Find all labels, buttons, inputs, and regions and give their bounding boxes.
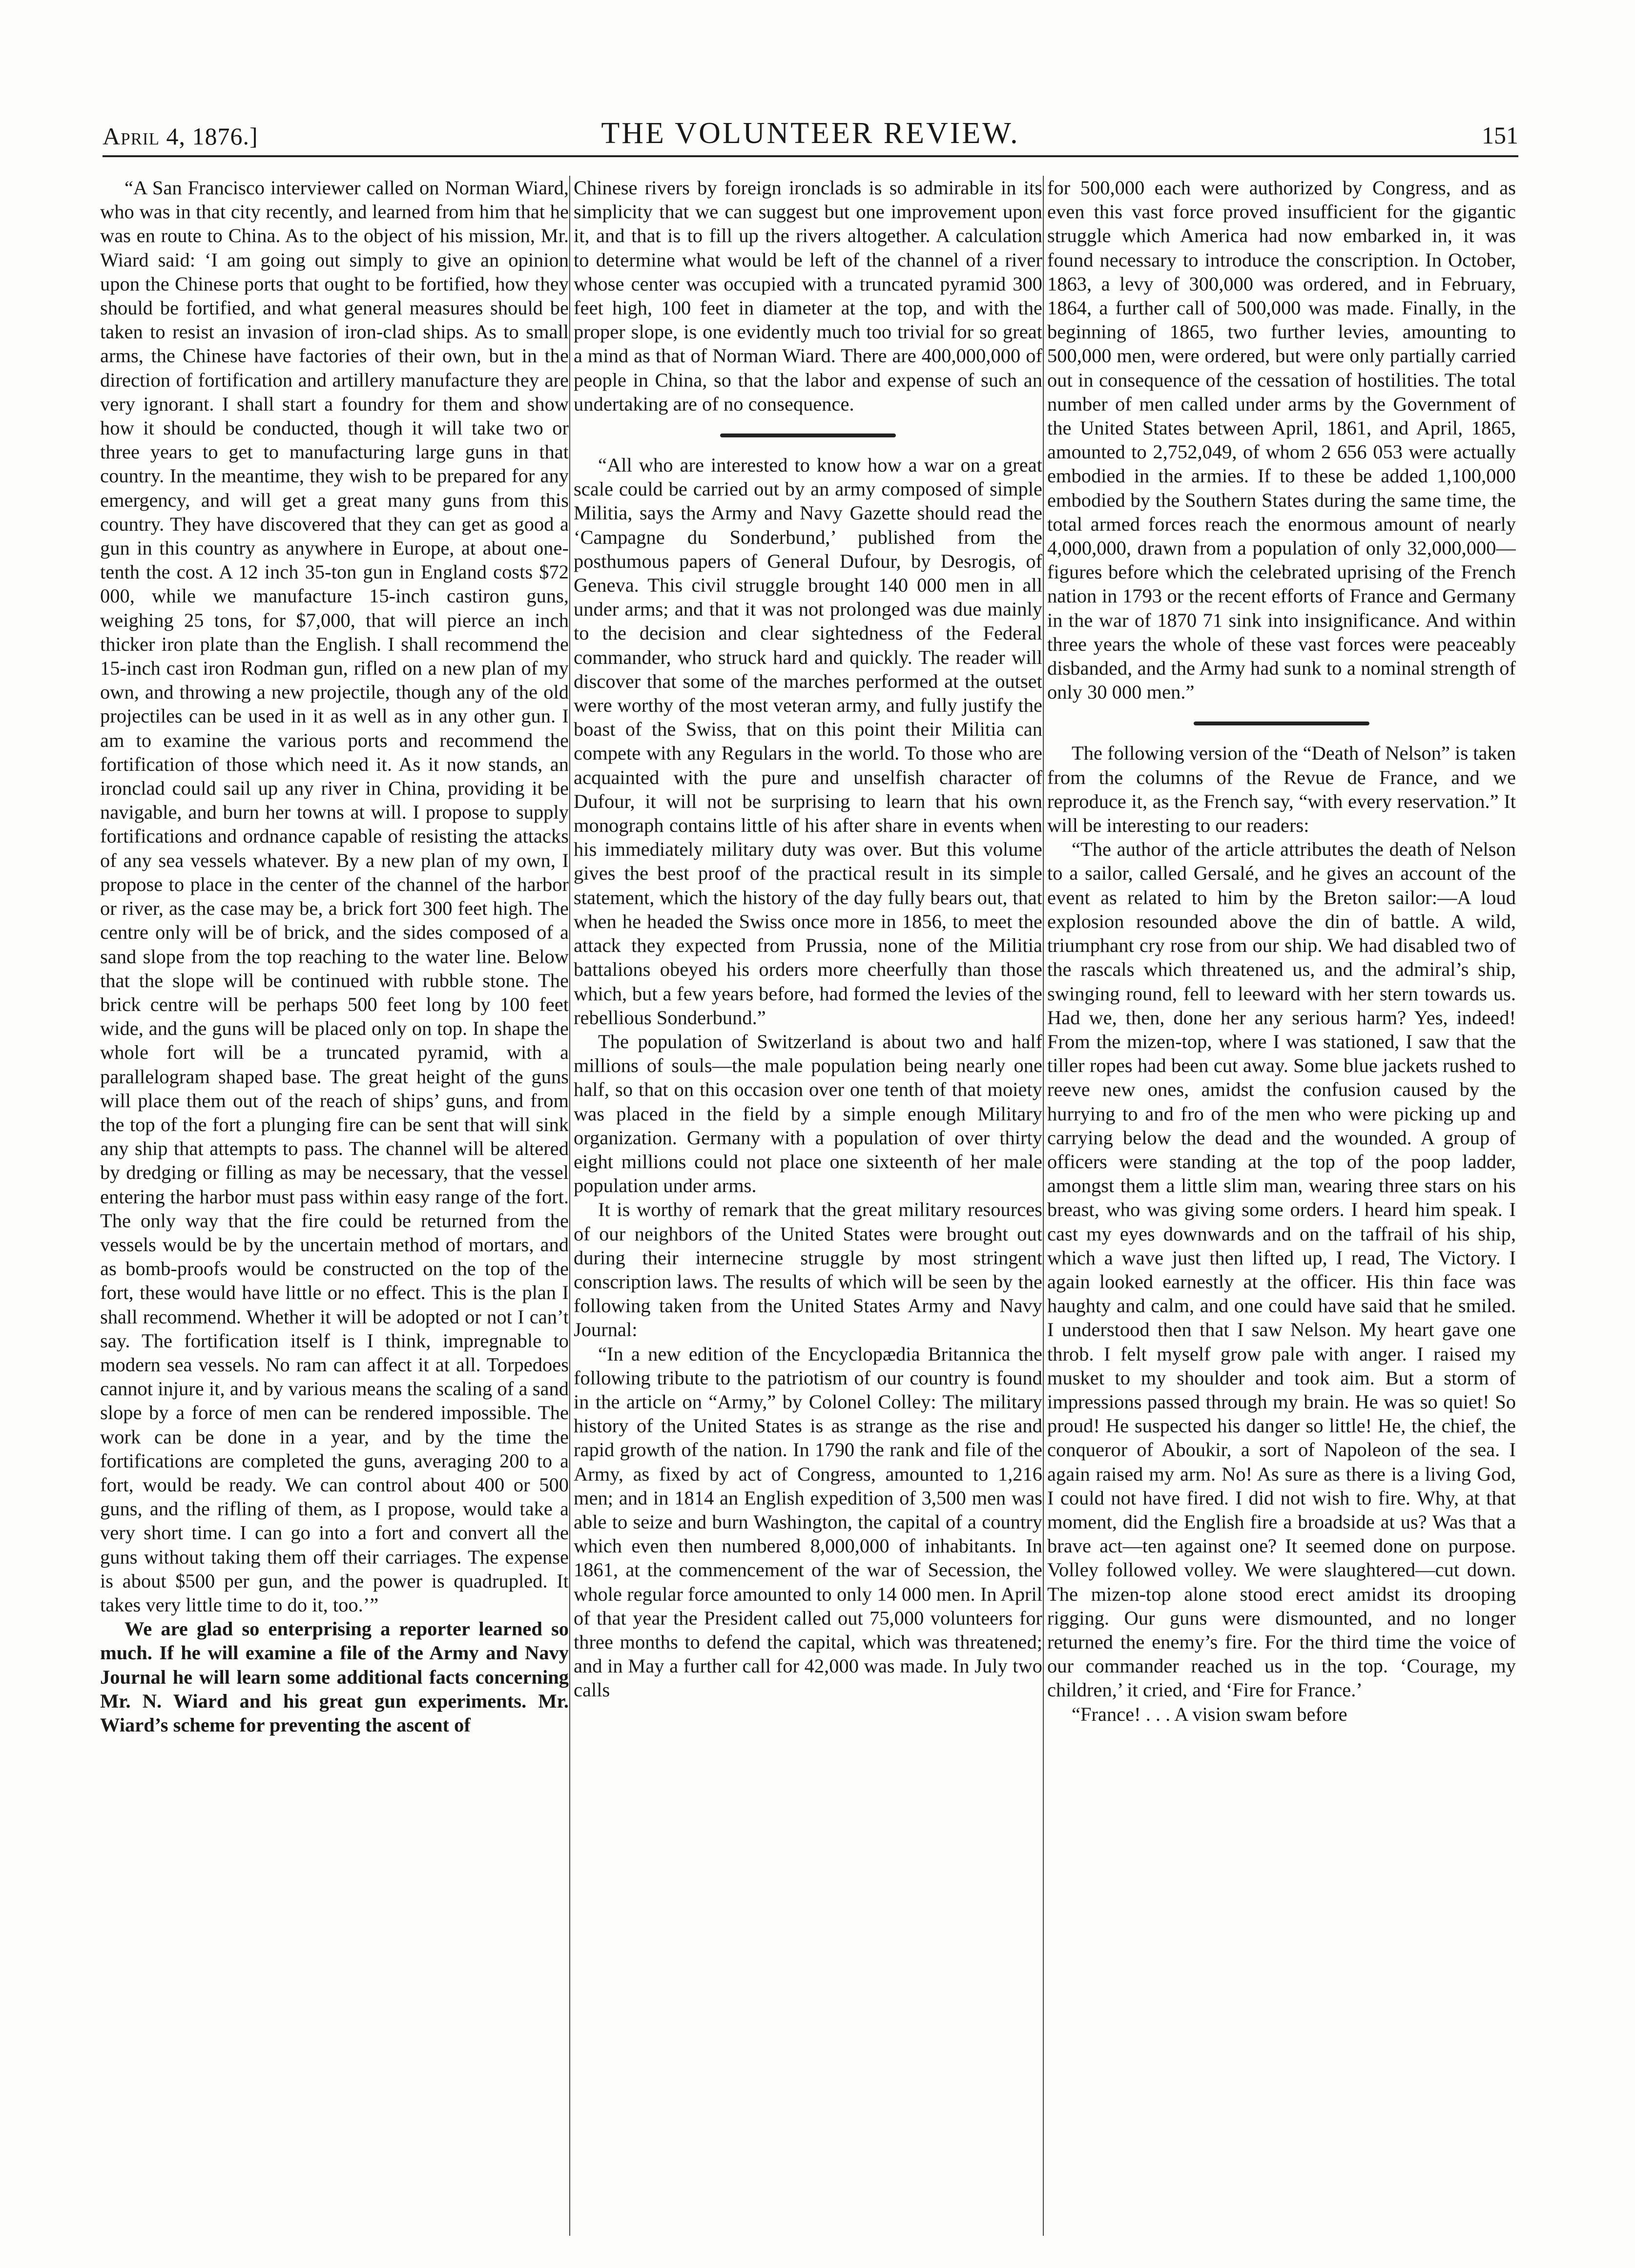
column-1 [100, 176, 569, 2241]
article-death-of-nelson-end: “France! . . . A vision swam before [1072, 1703, 1347, 1725]
page-header [103, 116, 1518, 157]
issue-date: April 4, 1876.] [103, 123, 258, 150]
article-us-military-resources: It is worthy of remark that the great military resources of our neighbors of the United States were brought out during their internecine struggle by most stringent conscription laws. The results of which will be seen by the following taken from the United States Army and Navy Journal: [574, 1198, 1042, 1341]
section-separator [574, 420, 1042, 449]
article-death-of-nelson: “The author of the article attributes the death of Nelson to a sailor, called Gersalé, and he gives an account of the event as related to him by the Breton sailor:—A loud explosion resounded above the din of battle. A wild, triumphant cry rose from our ship. We had disabled two of the rascals which threatened us, and the admiral’s ship, swinging round, fell to leeward with her stern towards us. Had we, then, done her any serious harm? Yes, indeed! From the mizen-top, where I was stationed, I saw that the tiller ropes had been cut away. Some blue jackets rushed to reeve new ones, amidst the confusion caused by the hurrying to and fro of the men who were picking up and carrying below the dead and the wounded. A group of officers were standing at the top of the poop ladder, amongst them a little slim man, wearing three stars on his breast, who was giving some orders. I heard him speak. I cast my eyes downwards and on the taffrail of his ship, which a wave just then lifted up, I read, The Victory. I again looked earnestly at the officer. His thin face was haughty and calm, and one could have said that he smiled. I understood then that I saw Nelson. My heart gave one throb. I felt myself grow pale with anger. I raised my musket to my shoulder and took aim. But a storm of impressions passed through my brain. He was so quiet! So proud! He suspected his danger so little! He, the chief, the conqueror of Aboukir, a sort of Napoleon of the sea. I again raised my arm. No! As sure as there is a living God, I could not have fired. I did not wish to fire. Why, at that moment, did the English fire a broadside at us? Was that a brave act—ten against one? It seemed done on purpose. Volley followed volley. We were slaughtered—cut down. The mizen-top alone stood erect amidst its drooping rigging. Our guns were dismounted, and no longer returned the enemy’s fire. For the third time the voice of our commander reached us in the top. ‘Courage, my children,’ it cried, and ‘Fire for France.’ [1047, 838, 1516, 1701]
masthead-title: THE VOLUNTEER REVIEW. [601, 117, 1020, 150]
article-encyclopaedia-quote: “In a new edition of the Encyclopædia Britannica the following tribute to the patriotism of our country is found in the article on “Army,” by Colonel Colley: The military history of the United States is as strange as the rise and rapid growth of the nation. In 1790 the rank and file of the Army, as fixed by act of Congress, amounted to 1,216 men; and in 1814 an English expedition of 3,500 men was able to seize and burn Washington, the capital of a country which even then numbered 8,000,000 of inhabitants. In 1861, at the commencement of the war of Secession, the whole regular force amounted to only 14 000 men. In April of that year the President called out 75,000 volunteers for three months to defend the capital, which was threatened; and in May a further call for 42,000 was made. In July two calls [574, 1342, 1042, 1701]
article-sonderbund: “All who are interested to know how a war on a great scale could be carried out by an army composed of simple Militia, says the Army and Navy Gazette should read the ‘Campagne du Sonderbund,’ published from the posthumous papers of General Dufour, by Desrogis, of Geneva. This civil struggle brought 140 000 men in all under arms; and that it was not prolonged was due mainly to the decision and clear sightedness of the Federal commander, who struck hard and quickly. The reader will discover that some of the marches performed at the outset were worthy of the most veteran army, and fully justify the boast of the Swiss, that on this point their Militia can compete with any Regulars in the world. To those who are acquainted with the pure and unselfish character of Dufour, it will not be surprising to learn that his own monograph contains little of his after share in events when his immediately military duty was over. But this volume gives the best proof of the practical result in its simple statement, which the history of the day fully bears out, that when he headed the Swiss once more in 1856, to meet the attack they expected from Prussia, none of the Militia battalions obeyed his orders more cheerfully than those which, but a few years before, had formed the levies of the rebellious Sonderbund.” [574, 454, 1042, 1029]
article-switzerland-population: The population of Switzerland is about two and half millions of souls—the male population being nearly one half, so that on this occasion over one tenth of that moiety was placed in the field by a simple enough Military organization. Germany with a population of over thirty eight millions could not place one sixteenth of her male population under arms. [574, 1030, 1042, 1197]
article-us-army-continued: for 500,000 each were authorized by Congress, and as even this vast force proved insufficient for the gigantic struggle which America had now embarked in, it was found necessary to introduce the conscription. In October, 1863, a levy of 300,000 was ordered, and in February, 1864, a further call of 500,000 was made. Finally, in the beginning of 1865, two further levies, amounting to 500,000 men, were ordered, but were only partially carried out in consequence of the cessation of hostilities. The total number of men called under arms by the Government of the United States between April, 1861, and April, 1865, amounted to 2,752,049, of whom 2 656 053 were actually embodied in the armies. If to these be added 1,100,000 embodied by the Southern States during the same time, the total armed forces reach the enormous amount of nearly 4,000,000, drawn from a population of only 32,000,000—figures before which the celebrated uprising of the French nation in 1793 or the recent efforts of France and Germany in the war of 1870 71 sink into insignificance. And within three years the whole of these vast forces were peaceably disbanded, and the Army had sunk to a nominal strength of only 30 000 men.” [1047, 177, 1516, 703]
article-wiard-interview: “A San Francisco interviewer called on Norman Wiard, who was in that city recently, and learned from him that he was en route to China. As to the object of his mission, Mr. Wiard said: ‘I am going out simply to give an opinion upon the Chinese ports that ought to be fortified, how they should be fortified, and what general measures should be taken to resist an invasion of iron-clad ships. As to small arms, the Chinese have factories of their own, but in the direction of fortification and artillery manufacture they are very ignorant. I shall start a foundry for them and show how it should be conducted, though it will take two or three years to get to manufacturing large guns in that country. In the meantime, they wish to be prepared for any emergency, and will get a great many guns from this country. They have discovered that they can get as good a gun in this country as anywhere in Europe, at about one-tenth the cost. A 12 inch 35-ton gun in England costs $72 000, while we manufacture 15-inch castiron guns, weighing 25 tons, for $7,000, that will pierce an inch thicker iron plate than the English. I shall recommend the 15-inch cast iron Rodman gun, rifled on a new plan of my own, and throwing a new projectile, though any of the old projectiles can be used in it as well as in any other gun. I am to examine the various ports and recommend the fortification of those which need it. As it now stands, an ironclad could sail up any river in China, providing it be navigable, and burn her towns at will. I propose to supply fortifications and ordnance capable of resisting the attacks of any sea vessels whatever. By a new plan of my own, I propose to place in the center of the channel of the harbor or river, as the case may be, a brick fort 300 feet high. The centre only will be of brick, and the sides composed of a sand slope from the top reaching to the water line. Below that the slope will be continued with rubble stone. The brick centre will be perhaps 500 feet long by 100 feet wide, and the guns will be placed only on top. In shape the whole fort will be a truncated pyramid, with a parallelogram shaped base. The great height of the guns will place them out of the reach of ships’ guns, and from the top of the fort a plunging fire can be sent that will sink any ship that attempts to pass. The channel will be altered by dredging or filling as may be necessary, that the vessel entering the harbor must pass within easy range of the fort. The only way that the fire could be returned from the vessels would be by the uncertain method of mortars, and as bomb-proofs would be constructed on the top of the fort, these would have little or no effect. This is the plan I shall recommend. Whether it will be adopted or not I can’t say. The fortification itself is I think, impregnable to modern sea vessels. No ram can affect it at all. Torpedoes cannot injure it, and by various means the scaling of a sand slope by a force of men can be rendered impossible. The work can be done in a year, and by the time the fortifications are completed the guns, averaging 200 to a fort, would be ready. We can control about 400 or 500 guns, and the rifling of them, as I propose, would take a very short time. I can go into a fort and convert all the guns without taking them off their carriages. The expense is about $500 per gun, and the power is quadrupled. It takes very little time to do it, too.’” [100, 177, 569, 1616]
page-number: 151 [1482, 122, 1518, 149]
column-divider [1043, 176, 1044, 2236]
column-2 [574, 176, 1042, 2241]
article-wiard-continued: Chinese rivers by foreign ironclads is so admirable in its simplicity that we can suggest but one improvement upon it, and that is to fill up the rivers altogether. A calculation to determine what would be left of the channel of a river whose center was occupied with a truncated pyramid 300 feet high, 100 feet in diameter at the top, and with the proper slope, is one evidently much too trivial for so great a mind as that of Norman Wiard. There are 400,000,000 of people in China, so that the labor and expense of such an undertaking are of no consequence. [574, 177, 1042, 415]
section-separator [1047, 708, 1516, 737]
column-3 [1047, 176, 1516, 2241]
column-divider [569, 176, 570, 2236]
article-editorial-remark: We are glad so enterprising a reporter learned so much. If he will examine a file of the Army and Navy Journal he will learn some additional facts concerning Mr. N. Wiard and his great gun experiments. Mr. Wiard’s scheme for preventing the ascent of [100, 1618, 569, 1736]
article-death-of-nelson-intro: The following version of the “Death of Nelson” is taken from the columns of the Revue de France, and we reproduce it, as the French say, “with every reservation.” It will be interesting to our readers: [1047, 742, 1516, 837]
